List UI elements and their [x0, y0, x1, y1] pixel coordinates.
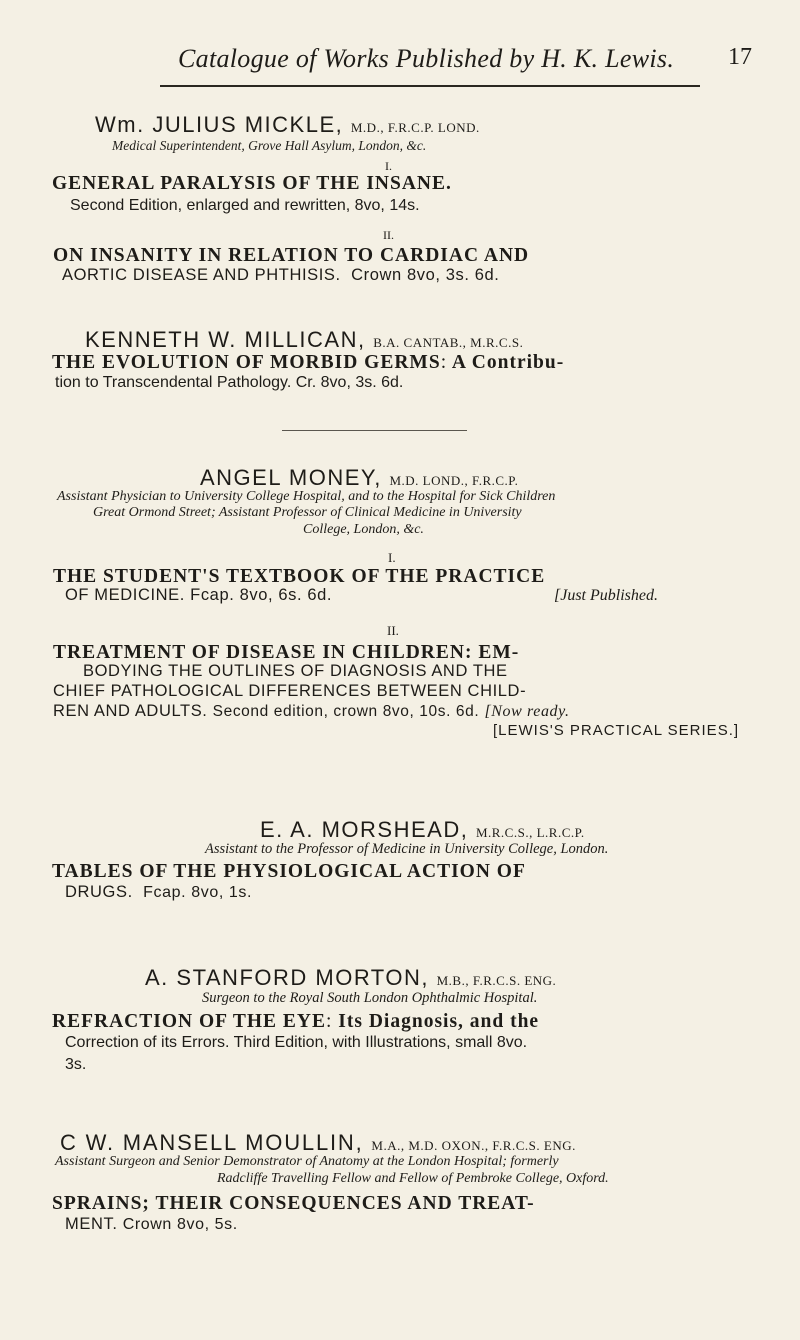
author-affiliation: Radcliffe Travelling Fellow and Fellow of Pembroke College, Oxford. — [217, 1171, 609, 1186]
author-affiliation: Great Ormond Street; Assistant Professor of Clinical Medicine in University — [93, 505, 522, 520]
work-number: I. — [388, 550, 396, 565]
work-number: I. — [385, 159, 392, 173]
author-name: E. A. MORSHEAD, M.R.C.S., L.R.C.P. — [260, 817, 585, 842]
work-title: CHIEF PATHOLOGICAL DIFFERENCES BETWEEN CHILD- — [53, 682, 527, 700]
work-title: SPRAINS; THEIR CONSEQUENCES AND TREAT- — [52, 1193, 535, 1214]
author-name: Wm. JULIUS MICKLE, M.D., F.R.C.P. LOND. — [95, 112, 480, 137]
work-number: II. — [387, 623, 399, 638]
author-name: ANGEL MONEY, M.D. LOND., F.R.C.P. — [200, 465, 519, 490]
work-details: MENT. Crown 8vo, 5s. — [65, 1215, 238, 1233]
work-details: REN AND ADULTS. Second edition, crown 8vo, 10s. 6d. [Now ready. — [53, 702, 570, 720]
work-title: THE STUDENT'S TEXTBOOK OF THE PRACTICE — [53, 566, 546, 587]
author-affiliation: Medical Superintendent, Grove Hall Asylum, London, &c. — [112, 138, 427, 153]
series-note: [LEWIS'S PRACTICAL SERIES.] — [493, 722, 740, 739]
work-details: Second Edition, enlarged and rewritten, 8vo, 14s. — [70, 197, 420, 214]
author-name: KENNETH W. MILLICAN, B.A. CANTAB., M.R.C.S. — [85, 327, 524, 352]
work-details: 3s. — [65, 1056, 87, 1073]
work-details: tion to Transcendental Pathology. Cr. 8vo, 3s. 6d. — [55, 374, 404, 391]
work-title: REFRACTION OF THE EYE: Its Diagnosis, and the — [52, 1011, 540, 1032]
running-head: Catalogue of Works Published by H. K. Lewis. — [178, 44, 675, 73]
author-affiliation: Assistant to the Professor of Medicine in University College, London. — [205, 841, 609, 857]
work-title: THE EVOLUTION OF MORBID GERMS: A Contribu- — [52, 352, 565, 373]
work-details: Correction of its Errors. Third Edition, with Illustrations, small 8vo. — [65, 1034, 528, 1051]
work-details: AORTIC DISEASE AND PHTHISIS. Crown 8vo, 3s. 6d. — [62, 266, 500, 284]
author-affiliation: Assistant Physician to University College Hospital, and to the Hospital for Sick Children — [57, 489, 556, 504]
work-title: TABLES OF THE PHYSIOLOGICAL ACTION OF — [52, 861, 526, 882]
author-affiliation: Surgeon to the Royal South London Ophthalmic Hospital. — [202, 990, 538, 1006]
work-title: TREATMENT OF DISEASE IN CHILDREN: EM- — [53, 642, 520, 663]
author-affiliation: Assistant Surgeon and Senior Demonstrator of Anatomy at the London Hospital; formerly — [55, 1154, 559, 1169]
header-rule — [160, 85, 700, 87]
work-title: ON INSANITY IN RELATION TO CARDIAC AND — [53, 245, 530, 266]
work-number: II. — [383, 228, 394, 242]
page-number: 17 — [728, 44, 752, 70]
author-name: C W. MANSELL MOULLIN, M.A., M.D. OXON., F.R.C.S. ENG. — [60, 1130, 576, 1155]
work-details: OF MEDICINE. Fcap. 8vo, 6s. 6d. — [65, 586, 333, 604]
work-note: [Just Published. — [554, 587, 658, 604]
work-title: GENERAL PARALYSIS OF THE INSANE. — [52, 173, 452, 194]
author-name: A. STANFORD MORTON, M.B., F.R.C.S. ENG. — [145, 965, 557, 990]
work-title: BODYING THE OUTLINES OF DIAGNOSIS AND THE — [83, 662, 508, 680]
work-details: DRUGS. Fcap. 8vo, 1s. — [65, 883, 253, 901]
separator-rule — [282, 430, 467, 431]
author-affiliation: College, London, &c. — [303, 522, 424, 537]
